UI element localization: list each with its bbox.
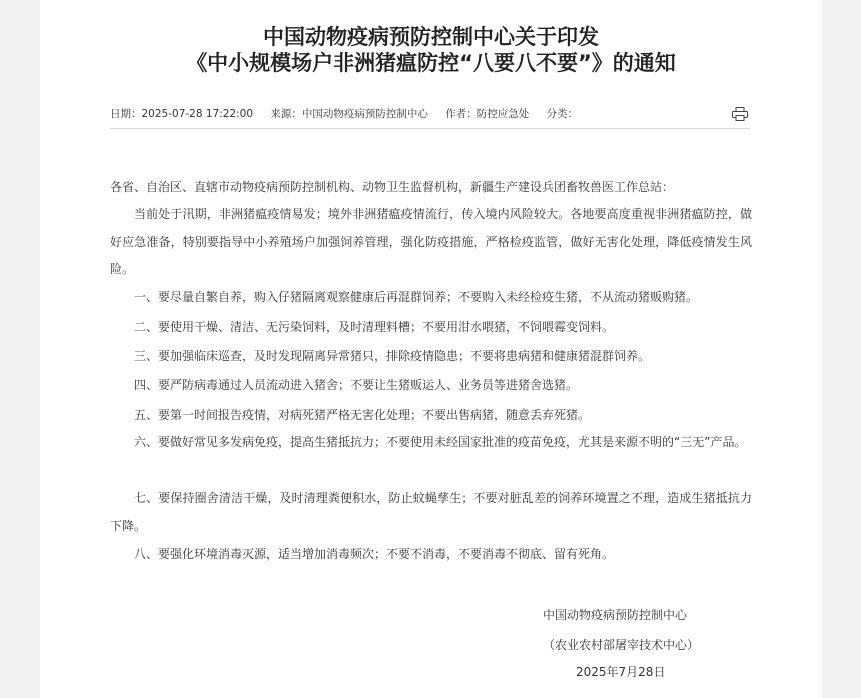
list-item: 三、要加强临床巡查，及时发现隔离异常猪只，排除疫情隐患；不要将患病猪和健康猪混群饲养。 [134, 349, 651, 363]
meta-category: 分类： [546, 108, 579, 120]
printer-icon[interactable] [732, 106, 748, 120]
list-item: 五、要第一时间报告疫情，对病死猪严格无害化处理；不要出售病猪，随意丢弃死猪。 [134, 408, 591, 422]
page-title-line-2: 《中小规模场户非洲猪瘟防控“八要八不要”》的通知 [186, 51, 676, 75]
list-item: 七、要保持圈舍清洁干燥，及时清理粪便积水，防止蚊蝇孳生；不要对脏乱差的饲养环境置之不理，造成生猪抵抗力下降。 [110, 491, 752, 533]
signature-dept: （农业农村部屠宰技术中心） [543, 638, 700, 652]
list-item: 一、要尽量自繁自养，购入仔猪隔离观察健康后再混群饲养；不要购入未经检疫生猪，不从流动猪贩购猪。 [134, 290, 699, 304]
list-item: 四、要严防病毒通过人员流动进入猪舍；不要让生猪贩运人、业务员等进猪舍选猪。 [134, 378, 579, 392]
list-item: 二、要使用干燥、清洁、无污染饲料，及时清理料槽；不要用泔水喂猪，不饲喂霉变饲料。 [134, 320, 615, 334]
list-item: 八、要强化环境消毒灭源，适当增加消毒频次；不要不消毒，不要消毒不彻底、留有死角。 [134, 547, 615, 561]
meta-source: 来源：中国动物疫病预防控制中心 [270, 108, 428, 120]
list-item: 六、要做好常见多发病免疫，提高生猪抵抗力；不要使用未经国家批准的疫苗免疫，尤其是来源不明的“三无”产品。 [134, 435, 747, 449]
signature-date: 2025年7月28日 [576, 665, 666, 679]
page-title-line-1: 中国动物疫病预防控制中心关于印发 [263, 25, 599, 49]
intro-paragraph: 当前处于汛期，非洲猪瘟疫情易发；境外非洲猪瘟疫情流行，传入境内风险较大。各地要高度重视非洲猪瘟防控，做好应急准备，特别要指导中小养殖场户加强饲养管理，强化防疫措施，严格检疫监管，做好无害化处理，降低疫情发生风险。 [110, 207, 752, 276]
meta-author: 作者：防控应急处 [445, 108, 530, 120]
salutation: 各省、自治区、直辖市动物疫病预防控制机构、动物卫生监督机构，新疆生产建设兵团畜牧兽医工作总站： [110, 180, 675, 194]
meta-date: 日期：2025-07-28 17:22:00 [110, 108, 254, 120]
signature-org: 中国动物疫病预防控制中心 [543, 608, 688, 622]
article-meta-bar [110, 102, 750, 129]
document-page [40, 0, 822, 698]
